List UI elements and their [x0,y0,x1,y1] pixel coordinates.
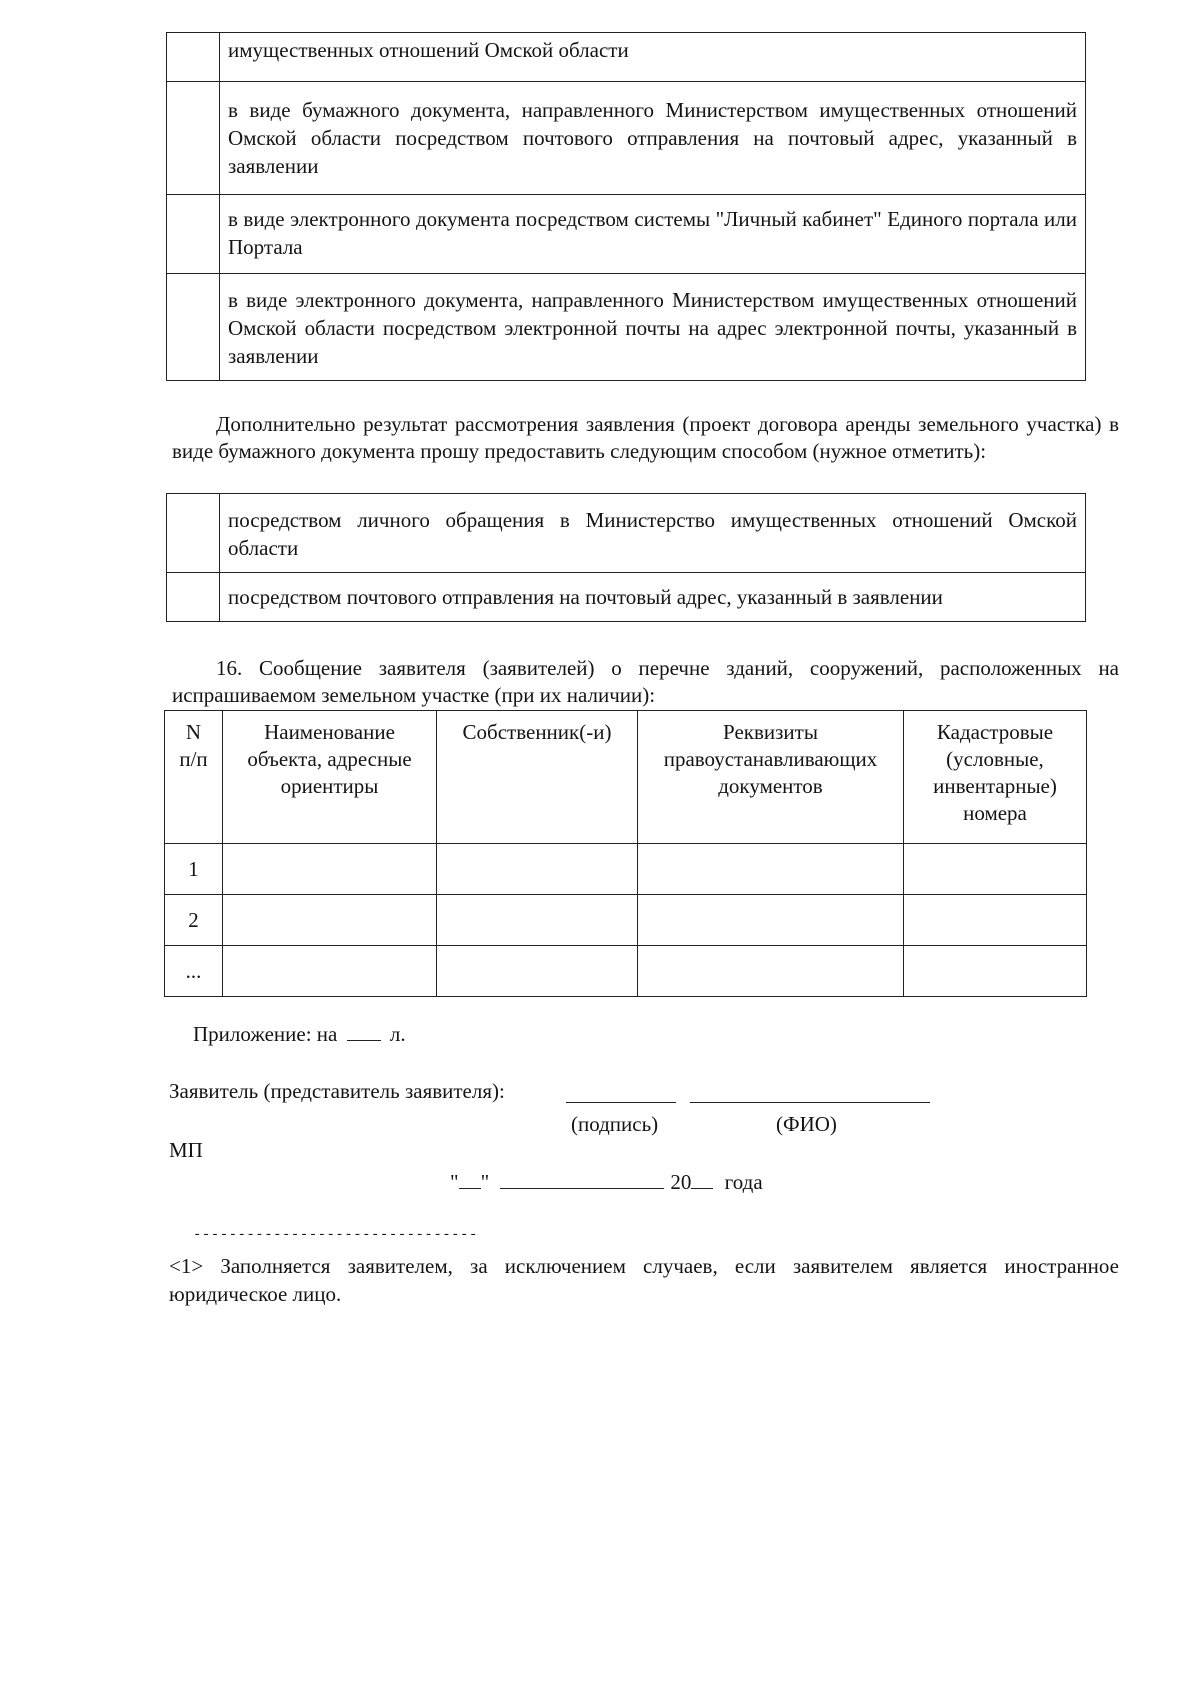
table-cell[interactable] [437,844,638,895]
table-cell[interactable] [437,895,638,946]
section-16-paragraph: 16. Сообщение заявителя (заявителей) о перечне зданий, сооружений, расположенных на испрашиваемом земельном участке (при их наличии): [172,656,1119,707]
table-cell[interactable] [638,895,904,946]
checkbox-cell[interactable] [167,82,220,195]
table-cell[interactable] [223,946,437,997]
name-caption: (ФИО) [776,1112,837,1136]
table-cell[interactable] [904,895,1087,946]
header-number: N п/п [165,711,223,844]
table-row [165,895,1087,946]
signature-field[interactable] [566,1102,676,1103]
date-close-quote: " [480,1170,490,1194]
year-suffix: года [724,1170,763,1194]
table-row [165,946,1087,997]
header-object-name: Наименование объекта, адресные ориентиры [223,711,437,844]
table-row [167,195,1086,274]
stamp-label: МП [169,1138,203,1162]
table-cell[interactable] [904,844,1087,895]
option-text: в виде электронного документа, направленного Министерством имущественных отношений Омской области посредством электронной почты на адрес электронной почты, указанный в заявлении [220,274,1086,381]
table-row [167,573,1086,622]
signature-caption: (подпись) [571,1112,659,1136]
attachment-suffix: л. [389,1022,406,1046]
checkbox-cell[interactable] [167,33,220,82]
table-cell[interactable] [904,946,1087,997]
table-row [165,844,1087,895]
table-header-row [165,711,1087,844]
table-cell[interactable] [437,946,638,997]
row-number: ... [165,946,223,997]
table-cell[interactable] [638,946,904,997]
applicant-label: Заявитель (представитель заявителя): [169,1079,505,1103]
option-text: посредством личного обращения в Министерство имущественных отношений Омской области [220,494,1086,573]
year-field[interactable] [691,1170,713,1189]
checkbox-cell[interactable] [167,195,220,274]
objects-table [164,710,1087,997]
attachment-prefix: Приложение: на [193,1022,338,1046]
header-owner: Собственник(-и) [437,711,638,844]
name-field[interactable] [690,1102,930,1103]
day-field[interactable] [459,1170,481,1189]
delivery-options-table [166,32,1086,381]
header-cadastral: Кадастровые (условные, инвентарные) номера [904,711,1087,844]
option-text: имущественных отношений Омской области [220,33,1086,82]
row-number: 2 [165,895,223,946]
checkbox-cell[interactable] [167,494,220,573]
attachment-pages-field[interactable] [347,1022,381,1041]
footnote-separator: -------------------------------- [193,1227,478,1243]
checkbox-cell[interactable] [167,274,220,381]
date-line [450,1168,763,1196]
table-row [167,82,1086,195]
month-field[interactable] [500,1170,664,1189]
option-text: посредством почтового отправления на почтовый адрес, указанный в заявлении [220,573,1086,622]
header-documents: Реквизиты правоустанавливающих документов [638,711,904,844]
checkbox-cell[interactable] [167,573,220,622]
table-row [167,33,1086,82]
additional-options-table [166,493,1086,622]
table-row [167,494,1086,573]
attachment-line [193,1020,406,1048]
option-text: в виде электронного документа посредством системы "Личный кабинет" Единого портала или Портала [220,195,1086,274]
additional-paragraph: Дополнительно результат рассмотрения заявления (проект договора аренды земельного участка) в виде бумажного документа прошу предоставить следующим способом (нужное отметить): [172,412,1119,463]
row-number: 1 [165,844,223,895]
table-cell[interactable] [638,844,904,895]
date-open-quote: " [450,1170,459,1194]
table-cell[interactable] [223,895,437,946]
option-text: в виде бумажного документа, направленного Министерством имущественных отношений Омской области посредством почтового отправления на почтовый адрес, указанный в заявлении [220,82,1086,195]
table-cell[interactable] [223,844,437,895]
table-row [167,274,1086,381]
year-prefix: 20 [670,1170,692,1194]
footnote-text: <1> Заполняется заявителем, за исключением случаев, если заявителем является иностранное юридическое лицо. [169,1254,1119,1306]
